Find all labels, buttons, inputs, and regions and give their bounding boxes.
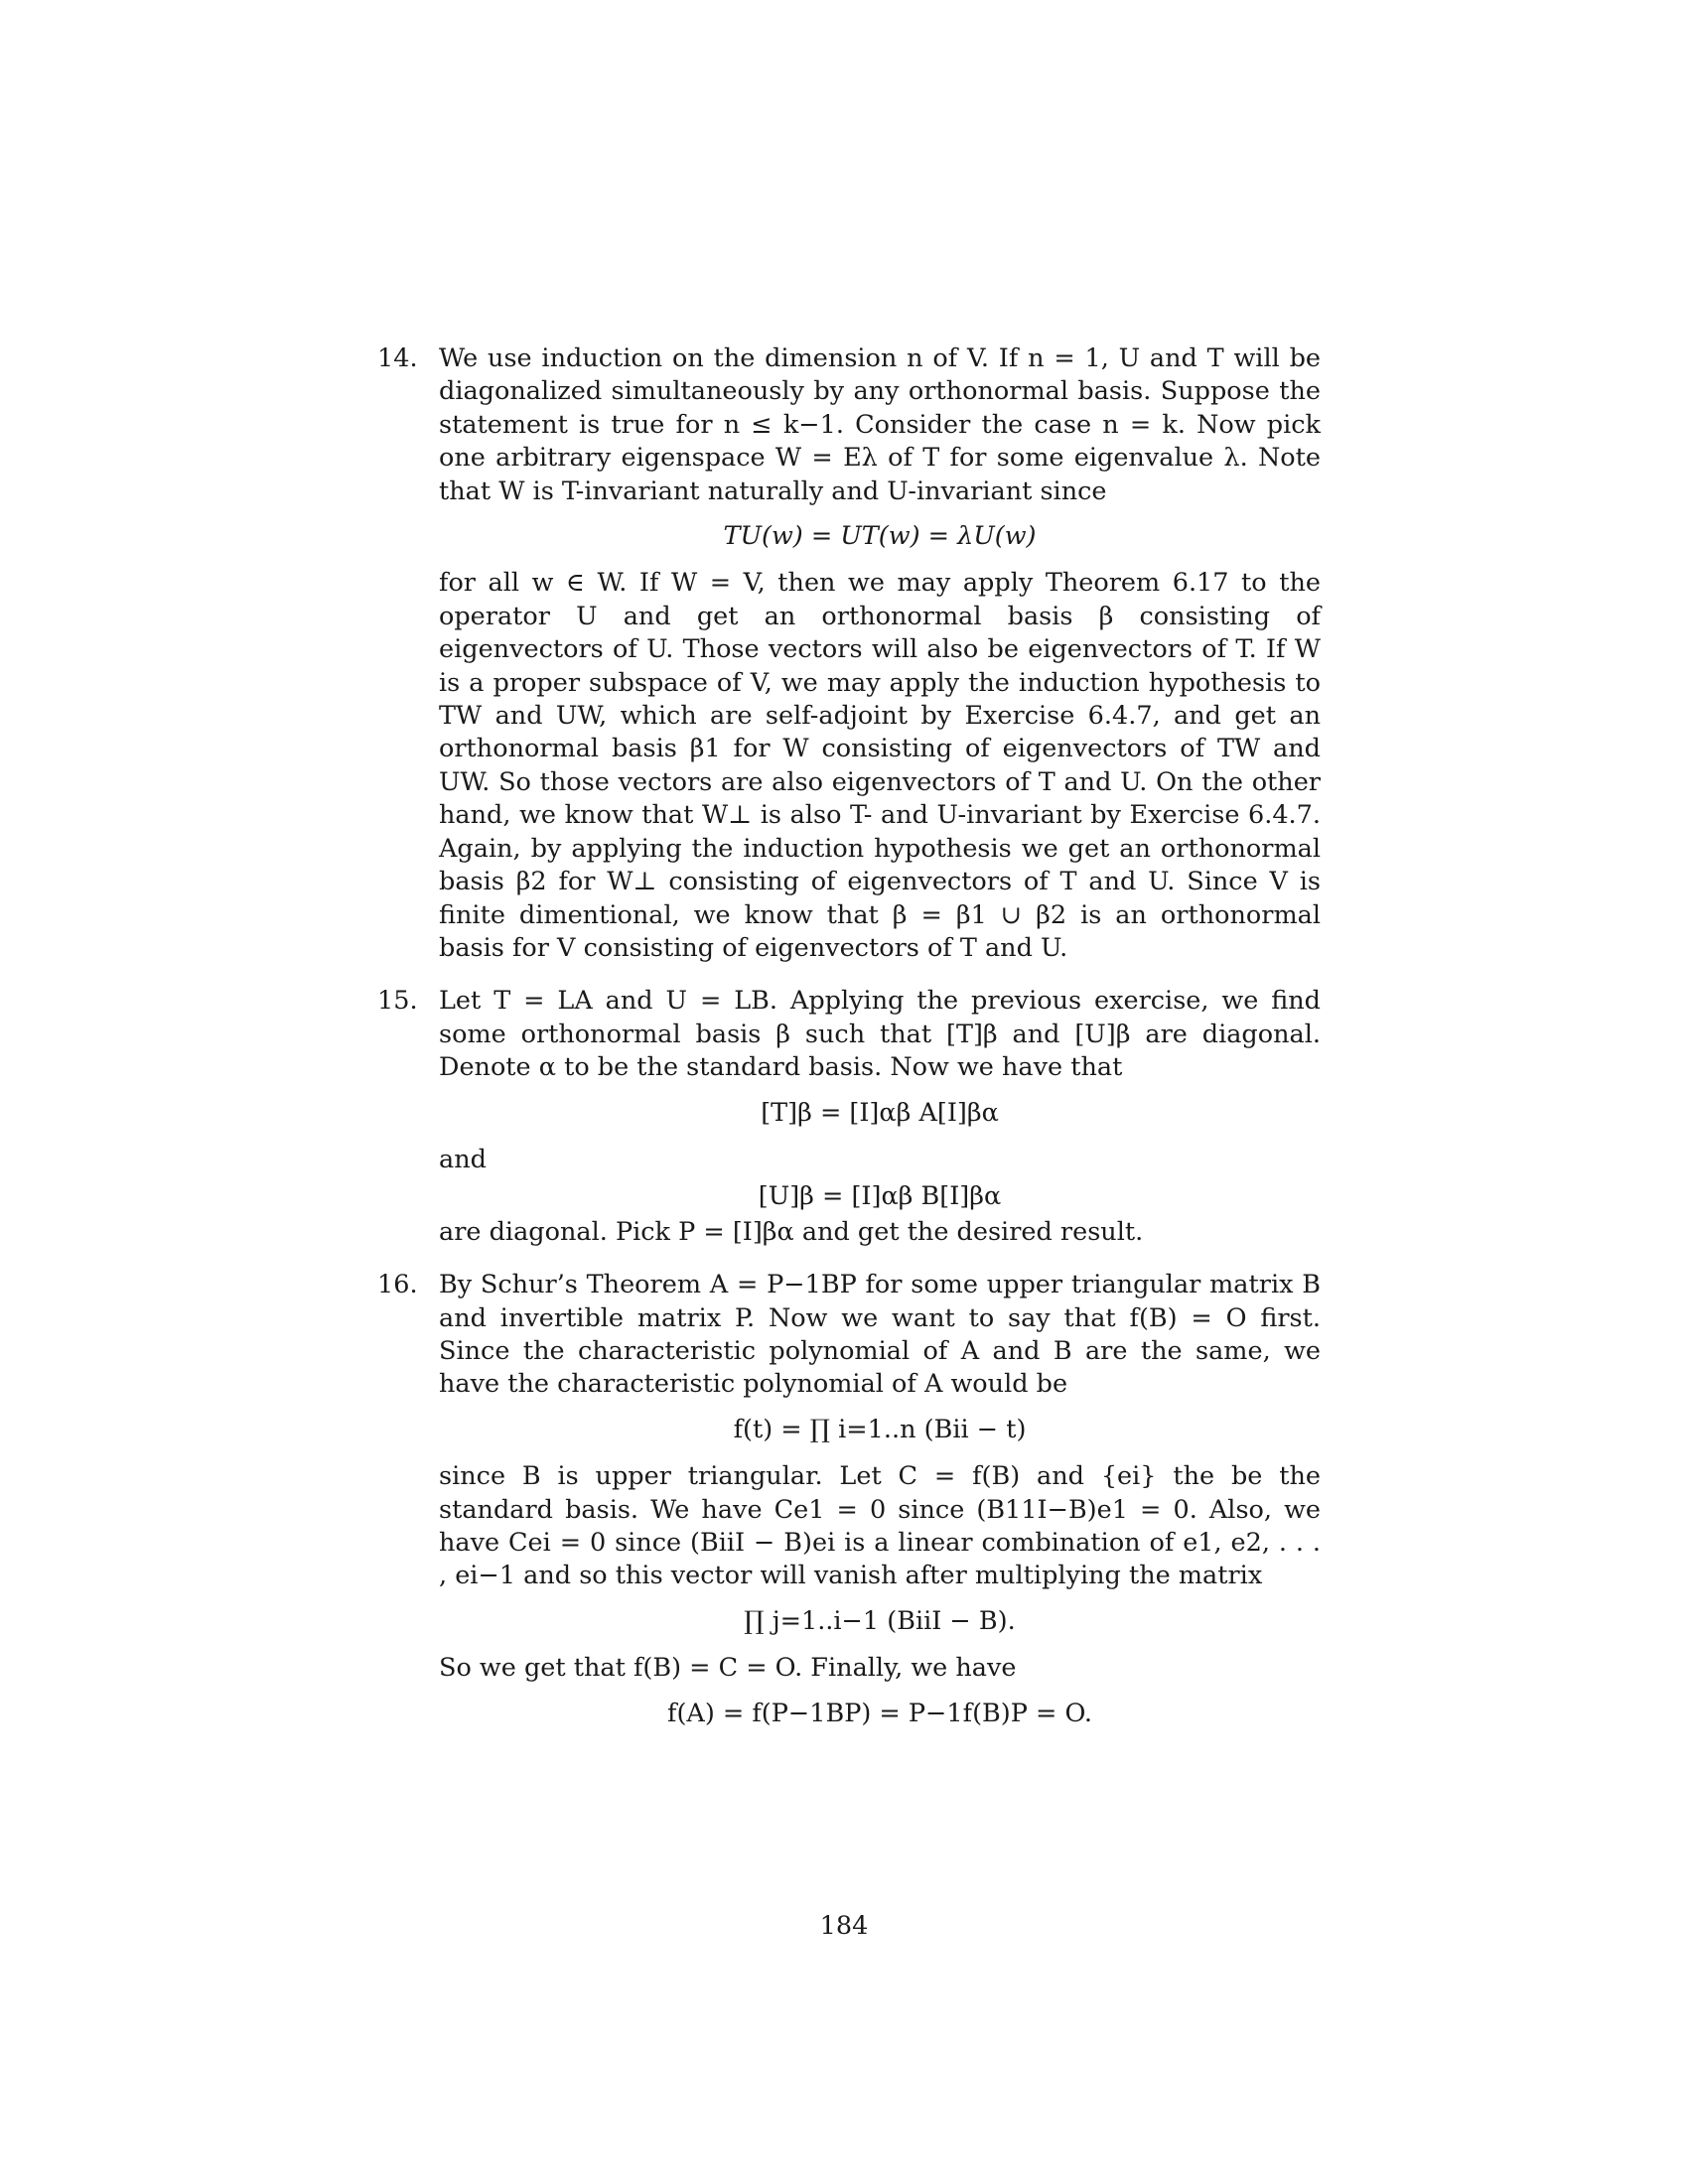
exercise-15-and: and (439, 1144, 487, 1174)
exercise-14-paragraph-1: We use induction on the dimension n of V. If n = 1, U and T will be diagonalized simultaneously by any orthonormal basis. Suppose the statement is true for n ≤ k−1. Consider the case n = k. Now pick one arbitrary eigenspace W = Eλ of T for some eigenvalue λ. Note that W is T-invariant naturally and U-invariant since (439, 343, 1321, 506)
exercise-number: 14. (377, 343, 418, 373)
exercise-15-equation-1: [T]β = [I]αβ A[I]βα (761, 1097, 999, 1128)
exercise-16-equation-3: f(A) = f(P−1BP) = P−1f(B)P = O. (667, 1698, 1092, 1728)
exercise-15-equation-2: [U]β = [I]αβ B[I]βα (758, 1181, 1002, 1212)
exercise-14 (377, 342, 1321, 965)
exercise-14-paragraph-2: for all w ∈ W. If W = V, then we may apply Theorem 6.17 to the operator U and get an orthonormal basis β consisting of eigenvectors of U. Those vectors will also be eigenvectors of T. If W is a proper subspace of V, we may apply the induction hypothesis to TW and UW, which are self-adjoint by Exercise 6.4.7, and get an orthonormal basis β1 for W consisting of eigenvectors of TW and UW. So those vectors are also eigenvectors of T and U. On the other hand, we know that W⊥ is also T- and U-invariant by Exercise 6.4.7. Again, by applying the induction hypothesis we get an orthonormal basis β2 for W⊥ consisting of eigenvectors of T and U. Since V is finite dimentional, we know that β = β1 ∪ β2 is an orthonormal basis for V consisting of eigenvectors of T and U. (439, 568, 1321, 963)
exercise-14-equation: TU(w) = UT(w) = λU(w) (723, 521, 1037, 552)
exercise-16-equation-2: ∏ j=1..i−1 (BiiI − B). (744, 1605, 1016, 1636)
page-body (377, 342, 1321, 1744)
exercise-16-paragraph-2: since B is upper triangular. Let C = f(B) and {ei} the be the standard basis. We have Ce1 = 0 since (B11I−B)e1 = 0. Also, we have Cei = 0 since (BiiI − B)ei is a linear combination of e1, e2, . . . , ei−1 and so this vector will vanish after multiplying the matrix (439, 1461, 1321, 1591)
page-number: 184 (819, 1911, 869, 1941)
exercise-15-paragraph-2: are diagonal. Pick P = [I]βα and get the desired result. (439, 1216, 1144, 1247)
exercise-number: 15. (377, 986, 418, 1017)
exercise-16-paragraph-1: By Schur’s Theorem A = P−1BP for some upper triangular matrix B and invertible matrix P. Now we want to say that f(B) = O first. Since the characteristic polynomial of A and B are the same, we have the characteristic polynomial of A would be (439, 1270, 1321, 1400)
exercise-number: 16. (377, 1270, 418, 1300)
exercise-15-paragraph-1: Let T = LA and U = LB. Applying the previous exercise, we find some orthonormal basis β such that [T]β and [U]β are diagonal. Denote α to be the standard basis. Now we have that (439, 986, 1321, 1083)
exercise-15 (377, 985, 1321, 1249)
exercise-16-paragraph-3: So we get that f(B) = C = O. Finally, we have (439, 1653, 1017, 1684)
exercise-16-equation-1: f(t) = ∏ i=1..n (Bii − t) (733, 1414, 1027, 1444)
exercise-16 (377, 1269, 1321, 1730)
